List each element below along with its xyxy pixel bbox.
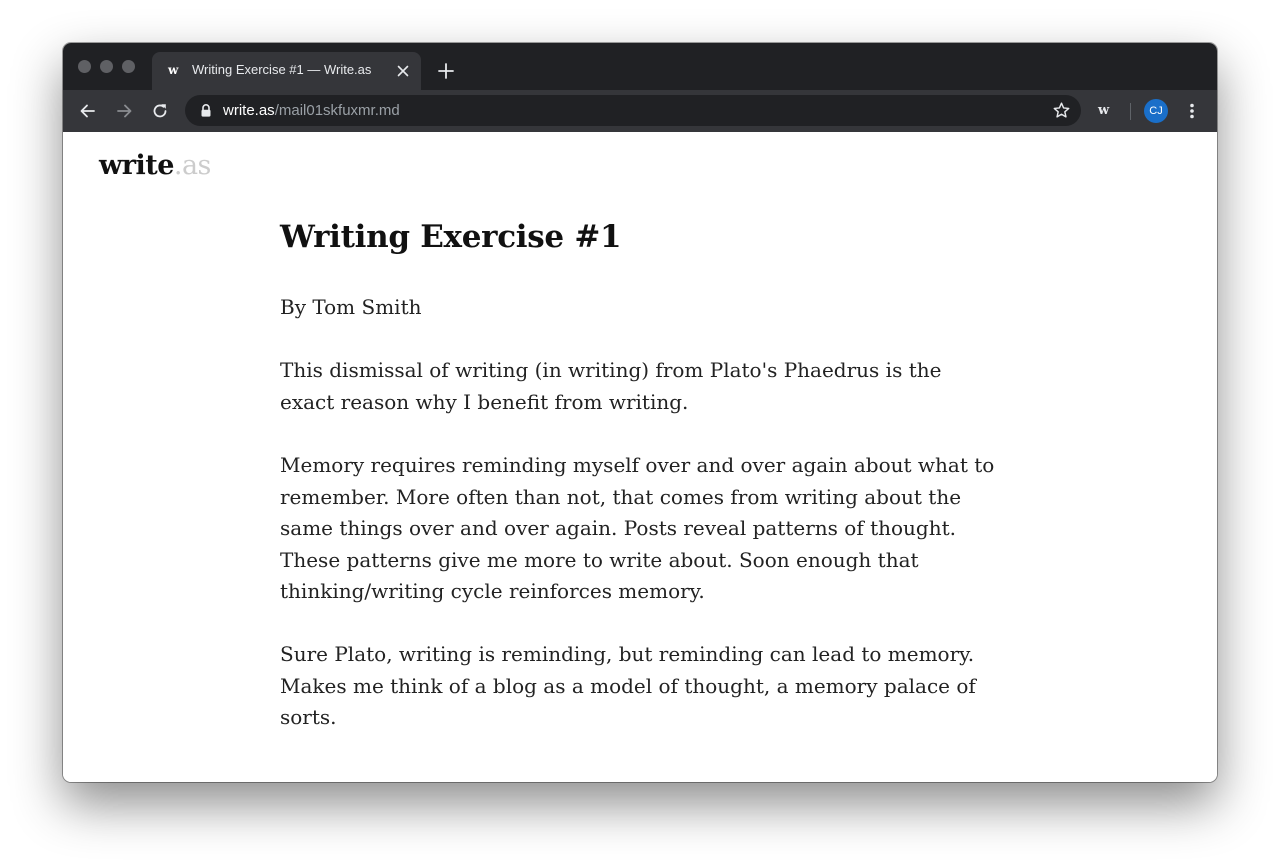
article-title: Writing Exercise #1 bbox=[280, 219, 622, 255]
url-host: write.as bbox=[223, 102, 275, 119]
logo-main: write bbox=[99, 150, 174, 181]
browser-window bbox=[63, 43, 1217, 782]
maximize-window-button[interactable] bbox=[122, 60, 135, 73]
tab-active[interactable] bbox=[152, 52, 421, 90]
article-byline: By Tom Smith bbox=[280, 295, 422, 319]
url-text[interactable] bbox=[223, 102, 400, 119]
reload-icon[interactable] bbox=[150, 101, 170, 121]
close-icon[interactable] bbox=[395, 63, 411, 79]
site-logo[interactable] bbox=[99, 150, 211, 181]
writeas-favicon-icon: w bbox=[168, 63, 179, 77]
article-paragraph: Memory requires reminding myself over and over again about what to remember. More often than not, that comes from writing about the same things over and over again. Posts reveal patterns of thought. These patterns give me more to write about. Soon enough that thinking/writing cycle reinforces memory. bbox=[280, 453, 995, 603]
more-menu-icon[interactable] bbox=[1182, 101, 1202, 121]
tab-strip bbox=[63, 43, 1217, 90]
toolbar-divider bbox=[1130, 103, 1131, 120]
browser-toolbar bbox=[63, 90, 1217, 132]
forward-arrow-icon[interactable] bbox=[114, 101, 134, 121]
close-window-button[interactable] bbox=[78, 60, 91, 73]
article-paragraph: Sure Plato, writing is reminding, but reminding can lead to memory. Makes me think of a blog as a model of thought, a memory palace of sorts. bbox=[280, 642, 976, 729]
minimize-window-button[interactable] bbox=[100, 60, 113, 73]
lock-icon[interactable] bbox=[199, 103, 213, 118]
url-path: /mail01skfuxmr.md bbox=[274, 102, 400, 119]
bookmark-star-icon[interactable] bbox=[1052, 101, 1071, 120]
writeas-extension-icon[interactable]: w bbox=[1098, 103, 1110, 118]
article-paragraph: This dismissal of writing (in writing) from Plato's Phaedrus is the exact reason why I benefit from writing. bbox=[280, 358, 942, 414]
new-tab-icon[interactable] bbox=[436, 61, 456, 81]
back-arrow-icon[interactable] bbox=[78, 101, 98, 121]
tab-title: Writing Exercise #1 — Write.as bbox=[192, 62, 372, 77]
address-bar[interactable] bbox=[185, 95, 1081, 126]
logo-suffix: .as bbox=[173, 150, 211, 181]
page-content bbox=[63, 132, 1217, 782]
profile-avatar[interactable]: CJ bbox=[1144, 99, 1168, 123]
